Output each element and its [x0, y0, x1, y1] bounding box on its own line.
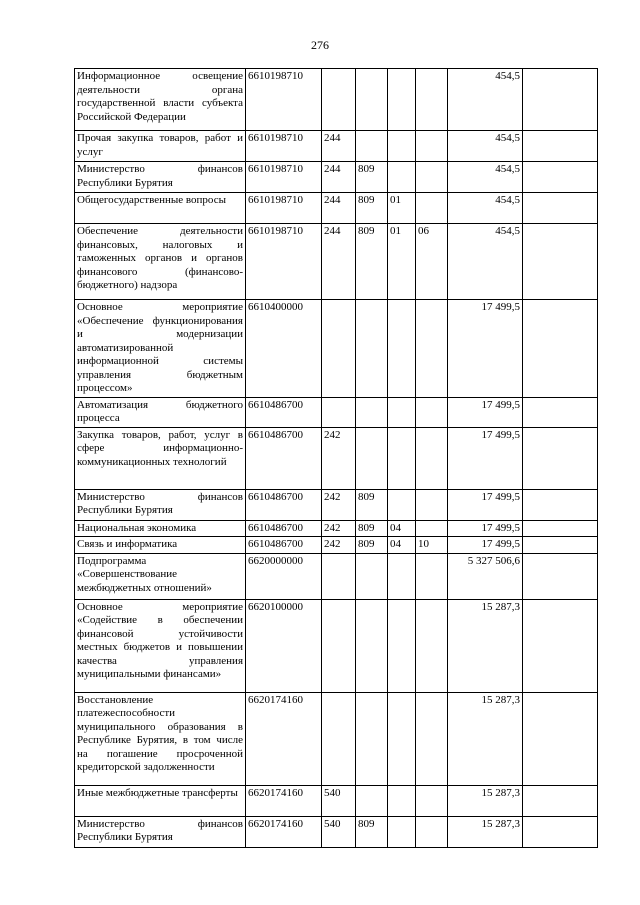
table-row — [75, 193, 598, 224]
cell-amount: 15 287,3 — [448, 816, 523, 847]
cell-target-article: 6610400000 — [246, 300, 322, 398]
cell-expense-type — [322, 300, 356, 398]
cell-administrator: 809 — [356, 224, 388, 300]
cell-section — [388, 69, 416, 131]
cell-amount: 17 499,5 — [448, 427, 523, 489]
cell-amount: 454,5 — [448, 162, 523, 193]
cell-section: 01 — [388, 193, 416, 224]
cell-expense-type: 244 — [322, 131, 356, 162]
cell-name: Общегосударственные вопросы — [75, 193, 246, 224]
cell-amount: 454,5 — [448, 193, 523, 224]
cell-expense-type: 244 — [322, 193, 356, 224]
cell-administrator — [356, 300, 388, 398]
cell-expense-type: 244 — [322, 162, 356, 193]
cell-expense-type — [322, 397, 356, 427]
cell-target-article: 6620100000 — [246, 599, 322, 692]
cell-name: Подпрограмма «Совершенствование межбюджетных отношений» — [75, 553, 246, 599]
cell-empty — [523, 193, 598, 224]
cell-target-article: 6610486700 — [246, 520, 322, 537]
cell-administrator — [356, 131, 388, 162]
cell-target-article: 6620174160 — [246, 785, 322, 816]
cell-expense-type: 242 — [322, 537, 356, 554]
cell-empty — [523, 397, 598, 427]
cell-amount: 15 287,3 — [448, 785, 523, 816]
cell-empty — [523, 162, 598, 193]
cell-target-article: 6610486700 — [246, 489, 322, 520]
cell-administrator — [356, 599, 388, 692]
cell-expense-type — [322, 599, 356, 692]
budget-table — [74, 68, 598, 848]
table-row — [75, 599, 598, 692]
cell-empty — [523, 816, 598, 847]
cell-target-article: 6610198710 — [246, 193, 322, 224]
cell-section — [388, 785, 416, 816]
cell-target-article: 6610198710 — [246, 162, 322, 193]
cell-name: Министерство финансов Республики Бурятия — [75, 816, 246, 847]
table-row — [75, 69, 598, 131]
cell-administrator: 809 — [356, 162, 388, 193]
cell-amount: 5 327 506,6 — [448, 553, 523, 599]
cell-section — [388, 131, 416, 162]
cell-amount: 17 499,5 — [448, 489, 523, 520]
cell-expense-type — [322, 692, 356, 785]
cell-target-article: 6620174160 — [246, 692, 322, 785]
cell-subsection — [416, 69, 448, 131]
cell-subsection — [416, 397, 448, 427]
cell-subsection — [416, 489, 448, 520]
cell-administrator — [356, 553, 388, 599]
table-row — [75, 427, 598, 489]
cell-administrator — [356, 785, 388, 816]
cell-subsection: 10 — [416, 537, 448, 554]
cell-amount: 454,5 — [448, 224, 523, 300]
cell-name: Национальная экономика — [75, 520, 246, 537]
cell-subsection — [416, 300, 448, 398]
cell-subsection — [416, 162, 448, 193]
table-row — [75, 224, 598, 300]
cell-name: Информационное освещение деятельности органа государственной власти субъекта Российской Федерации — [75, 69, 246, 131]
table-row — [75, 692, 598, 785]
cell-empty — [523, 692, 598, 785]
table-row — [75, 300, 598, 398]
cell-empty — [523, 69, 598, 131]
cell-section: 04 — [388, 520, 416, 537]
cell-target-article: 6610486700 — [246, 537, 322, 554]
cell-expense-type: 242 — [322, 427, 356, 489]
cell-section — [388, 162, 416, 193]
cell-name: Министерство финансов Республики Бурятия — [75, 489, 246, 520]
cell-empty — [523, 131, 598, 162]
table-row — [75, 520, 598, 537]
cell-expense-type: 242 — [322, 489, 356, 520]
cell-subsection — [416, 599, 448, 692]
cell-amount: 17 499,5 — [448, 520, 523, 537]
table-body — [75, 69, 598, 848]
table-row — [75, 816, 598, 847]
cell-empty — [523, 300, 598, 398]
cell-administrator — [356, 397, 388, 427]
cell-target-article: 6620174160 — [246, 816, 322, 847]
cell-empty — [523, 785, 598, 816]
cell-expense-type: 244 — [322, 224, 356, 300]
cell-name: Министерство финансов Республики Бурятия — [75, 162, 246, 193]
cell-expense-type — [322, 69, 356, 131]
cell-administrator — [356, 69, 388, 131]
cell-expense-type: 540 — [322, 785, 356, 816]
cell-target-article: 6620000000 — [246, 553, 322, 599]
cell-subsection: 06 — [416, 224, 448, 300]
cell-name: Связь и информатика — [75, 537, 246, 554]
cell-amount: 454,5 — [448, 131, 523, 162]
cell-section: 04 — [388, 537, 416, 554]
cell-target-article: 6610198710 — [246, 131, 322, 162]
page-number: 276 — [311, 38, 329, 52]
table-row — [75, 553, 598, 599]
cell-empty — [523, 489, 598, 520]
cell-administrator: 809 — [356, 489, 388, 520]
cell-empty — [523, 520, 598, 537]
cell-empty — [523, 224, 598, 300]
table-row — [75, 131, 598, 162]
cell-subsection — [416, 427, 448, 489]
cell-name: Восстановление платежеспособности муниципального образования в Республике Бурятия, в том числе на погашение просроченной кредиторской задолженности — [75, 692, 246, 785]
table-row — [75, 397, 598, 427]
cell-empty — [523, 427, 598, 489]
cell-expense-type — [322, 553, 356, 599]
cell-section — [388, 692, 416, 785]
cell-amount: 15 287,3 — [448, 599, 523, 692]
cell-target-article: 6610198710 — [246, 69, 322, 131]
cell-subsection — [416, 785, 448, 816]
cell-section: 01 — [388, 224, 416, 300]
cell-empty — [523, 599, 598, 692]
table-row — [75, 489, 598, 520]
cell-amount: 17 499,5 — [448, 300, 523, 398]
cell-target-article: 6610486700 — [246, 427, 322, 489]
cell-administrator: 809 — [356, 816, 388, 847]
cell-name: Обеспечение деятельности финансовых, налоговых и таможенных органов и органов финансового (финансово-бюджетного) надзора — [75, 224, 246, 300]
cell-section — [388, 599, 416, 692]
cell-subsection — [416, 553, 448, 599]
cell-name: Автоматизация бюджетного процесса — [75, 397, 246, 427]
cell-section — [388, 489, 416, 520]
cell-name: Закупка товаров, работ, услуг в сфере информационно-коммуникационных технологий — [75, 427, 246, 489]
cell-subsection — [416, 692, 448, 785]
cell-section — [388, 816, 416, 847]
cell-empty — [523, 537, 598, 554]
cell-expense-type: 242 — [322, 520, 356, 537]
cell-section — [388, 397, 416, 427]
cell-expense-type: 540 — [322, 816, 356, 847]
cell-name: Прочая закупка товаров, работ и услуг — [75, 131, 246, 162]
cell-administrator — [356, 692, 388, 785]
cell-target-article: 6610198710 — [246, 224, 322, 300]
cell-amount: 15 287,3 — [448, 692, 523, 785]
table-row — [75, 785, 598, 816]
cell-amount: 17 499,5 — [448, 537, 523, 554]
cell-section — [388, 427, 416, 489]
cell-name: Основное мероприятие «Обеспечение функционирования и модернизации автоматизированной информационной системы управления бюджетным процессом» — [75, 300, 246, 398]
cell-subsection — [416, 816, 448, 847]
cell-subsection — [416, 131, 448, 162]
cell-section — [388, 553, 416, 599]
cell-administrator — [356, 427, 388, 489]
table-row — [75, 537, 598, 554]
cell-name: Основное мероприятие «Содействие в обеспечении финансовой устойчивости местных бюджетов и повышении качества управления муниципальными финансами» — [75, 599, 246, 692]
table-row — [75, 162, 598, 193]
cell-administrator: 809 — [356, 537, 388, 554]
cell-target-article: 6610486700 — [246, 397, 322, 427]
cell-subsection — [416, 193, 448, 224]
cell-administrator: 809 — [356, 520, 388, 537]
cell-subsection — [416, 520, 448, 537]
cell-empty — [523, 553, 598, 599]
cell-amount: 454,5 — [448, 69, 523, 131]
cell-administrator: 809 — [356, 193, 388, 224]
cell-name: Иные межбюджетные трансферты — [75, 785, 246, 816]
cell-amount: 17 499,5 — [448, 397, 523, 427]
cell-section — [388, 300, 416, 398]
